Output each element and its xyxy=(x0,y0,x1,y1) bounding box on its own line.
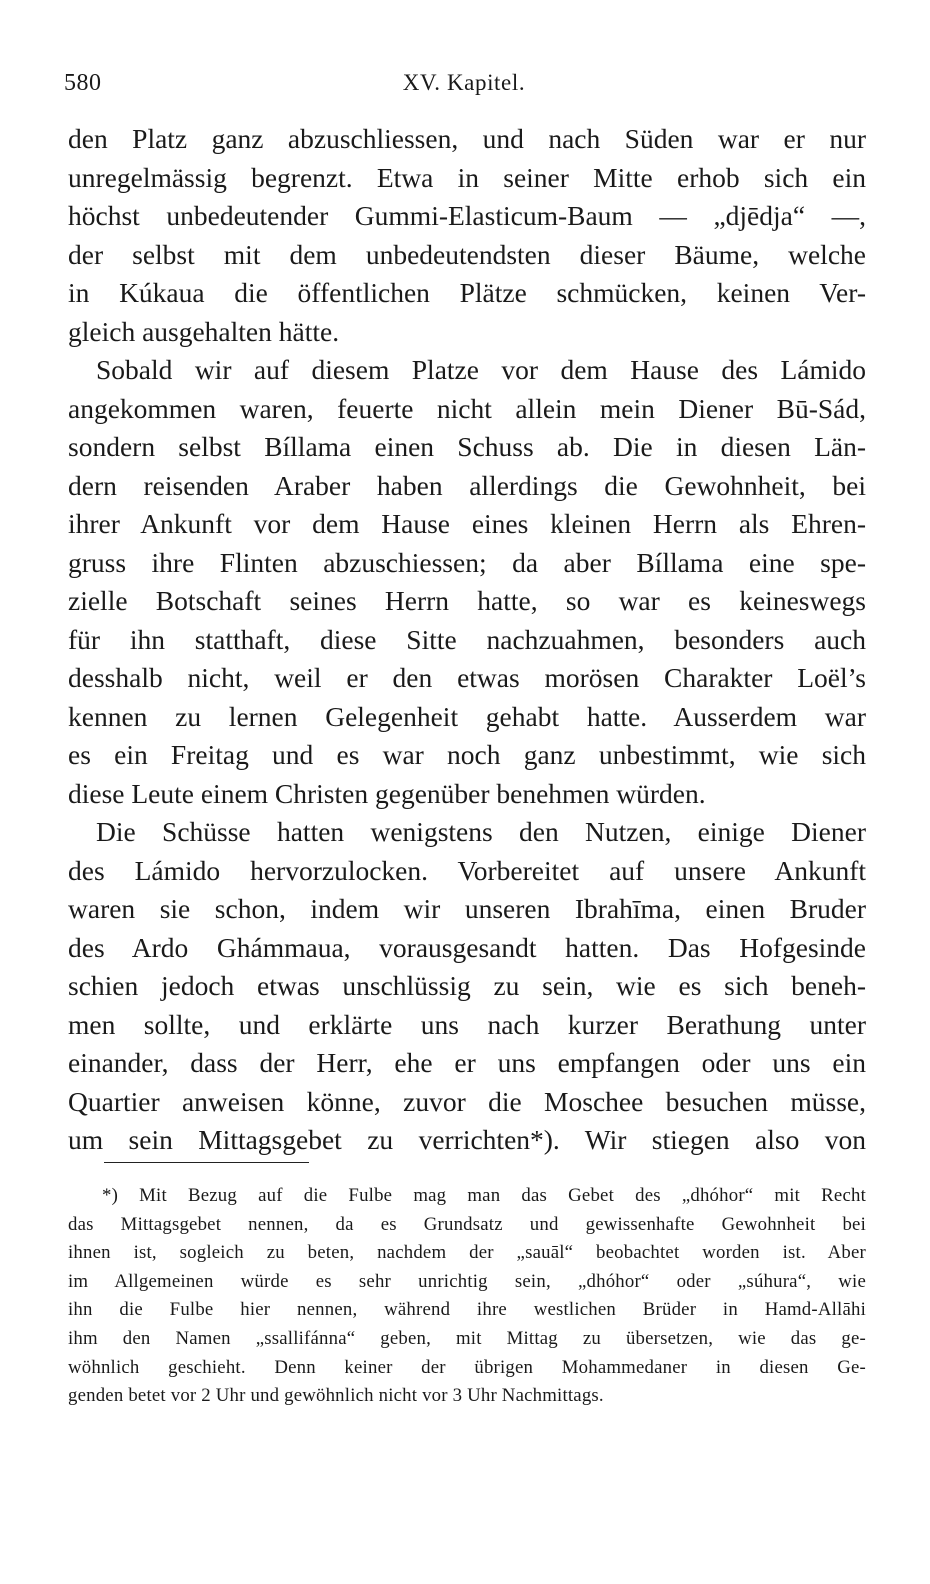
footnote-line: ihnen ist, sogleich zu beten, nachdem der „sauāl“ beobachtet worden ist. Aber xyxy=(68,1242,866,1264)
text-line: es ein Freitag und es war noch ganz unbestimmt, wie sich xyxy=(68,739,866,770)
text-line: men sollte, und erklärte uns nach kurzer Berathung unter xyxy=(68,1008,866,1040)
footnote-line: ihm den Namen „ssallifánna“ geben, mit Mittag zu übersetzen, wie das ge- xyxy=(68,1327,866,1349)
text-line: dern reisenden Araber haben allerdings die Gewohnheit, bei xyxy=(68,469,866,501)
text-line: desshalb nicht, weil er den etwas morösen Charakter Loël’s xyxy=(68,662,866,693)
text-line: den Platz ganz abzuschliessen, und nach Süden war er nur xyxy=(68,123,866,154)
text-line: höchst unbedeutender Gummi-Elasticum-Baum — „djēdja“ —, xyxy=(68,200,866,231)
paragraph-start-line: Sobald wir auf diesem Platze vor dem Hause des Lámido xyxy=(96,354,866,385)
text-line: Quartier anweisen könne, zuvor die Moschee besuchen müsse, xyxy=(68,1085,866,1117)
text-line: angekommen waren, feuerte nicht allein mein Diener Bū-Sád, xyxy=(68,392,866,424)
text-line: gleich ausgehalten hätte. xyxy=(68,315,340,347)
footnote-line: *) Mit Bezug auf die Fulbe mag man das Gebet des „dhóhor“ mit Recht xyxy=(102,1185,866,1206)
text-line: ihrer Ankunft vor dem Hause eines kleinen Herrn als Ehren- xyxy=(68,508,866,539)
page-header xyxy=(64,70,864,100)
footnote-line: ihn die Fulbe hier nennen, während ihre westlichen Brüder in Hamd-Allāhi xyxy=(68,1299,866,1321)
text-line: sondern selbst Bíllama einen Schuss ab. Die in diesen Län- xyxy=(68,431,866,462)
paragraph-start-line: Die Schüsse hatten wenigstens den Nutzen, einige Diener xyxy=(96,816,866,847)
text-line: gruss ihre Flinten abzuschiessen; da aber Bíllama eine spe- xyxy=(68,546,866,578)
text-line: kennen zu lernen Gelegenheit gehabt hatte. Ausserdem war xyxy=(68,700,866,732)
text-line: für ihn statthaft, diese Sitte nachzuahmen, besonders auch xyxy=(68,623,866,655)
footnote-line: das Mittagsgebet nennen, da es Grundsatz und gewissenhafte Gewohnheit bei xyxy=(68,1213,866,1235)
running-title: XV. Kapitel. xyxy=(402,70,526,95)
text-line: der selbst mit dem unbedeutendsten dieser Bäume, welche xyxy=(68,238,866,270)
text-line: zielle Botschaft seines Herrn hatte, so war es keineswegs xyxy=(68,585,866,616)
footnote-line: im Allgemeinen würde es sehr unrichtig sein, „dhóhor“ oder „súhura“, wie xyxy=(68,1270,866,1292)
text-line: einander, dass der Herr, ehe er uns empfangen oder uns ein xyxy=(68,1047,866,1078)
text-line: des Lámido hervorzulocken. Vorbereitet auf unsere Ankunft xyxy=(68,854,866,886)
text-line: unregelmässig begrenzt. Etwa in seiner Mitte erhob sich ein xyxy=(68,161,866,193)
text-line: in Kúkaua die öffentlichen Plätze schmücken, keinen Ver- xyxy=(68,277,866,308)
footnote-line: genden betet vor 2 Uhr und gewöhnlich nicht vor 3 Uhr Nachmittags. xyxy=(68,1385,604,1407)
text-line: um sein Mittagsgebet zu verrichten*). Wir stiegen also von xyxy=(68,1124,866,1155)
footnote-line: wöhnlich geschieht. Denn keiner der übrigen Mohammedaner in diesen Ge- xyxy=(68,1356,866,1378)
footnote xyxy=(68,1182,866,1411)
page-number: 580 xyxy=(64,70,102,96)
text-line: des Ardo Ghámmaua, vorausgesandt hatten. Das Hofgesinde xyxy=(68,931,866,963)
text-line: schien jedoch etwas unschlüssig zu sein, wie es sich beneh- xyxy=(68,970,866,1001)
text-line: diese Leute einem Christen gegenüber benehmen würden. xyxy=(68,777,706,809)
text-line: waren sie schon, indem wir unseren Ibrahīma, einen Bruder xyxy=(68,893,866,924)
footnote-divider xyxy=(104,1162,309,1163)
main-text xyxy=(68,120,866,1160)
